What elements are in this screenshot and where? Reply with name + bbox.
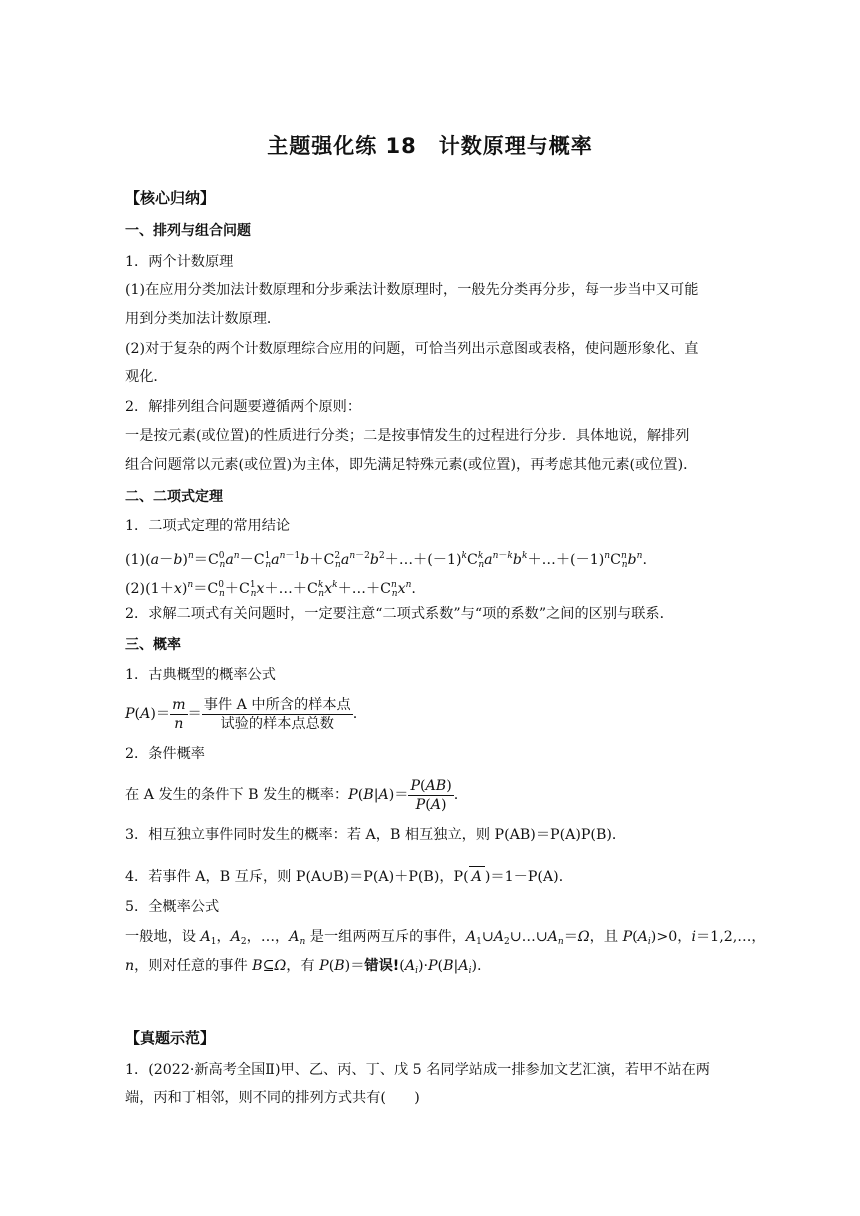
core-summary-heading: 【核心归纳】 — [125, 189, 216, 207]
fraction-sample-points: $\frac{\text{事件 A 中所含的样本点}}{\text{试验的样本点总数}}$ — [203, 696, 351, 732]
question-1-line1: 1．(2022·新高考全国Ⅱ)甲、乙、丙、丁、戊 5 名同学站成一排参加文艺汇演，若甲不站在两 — [125, 1062, 710, 1078]
paragraph-line: 用到分类加法计数原理． — [125, 311, 282, 327]
formula-binomial-sum: $(2)(1+x)^n=C^0_n+C^1_nx+\dots+C^k_nx^k+\dots+C^n_nx^n$. — [125, 580, 416, 599]
item-independent-events: 3．相互独立事件同时发生的概率：若 A，B 相互独立，则 P(AB)＝P(A)P(B)． — [125, 827, 627, 843]
item-two-counting-principles: 1．两个计数原理 — [125, 254, 234, 270]
fraction-conditional: $\frac{P(AB)}{P(A)}$ — [410, 777, 452, 813]
paragraph-line: 观化． — [125, 369, 168, 385]
formula-conditional-probability: 在 A 发生的条件下 B 发生的概率：P(B|A)＝ $\frac{P(AB)}{P(A)}$ . — [125, 777, 459, 813]
item-binomial-conclusions: 1．二项式定理的常用结论 — [125, 518, 291, 534]
item-mutually-exclusive: 4．若事件 A，B 互斥，则 P(A∪B)＝P(A)＋P(B)，P( A )＝1－P(A)． — [125, 862, 573, 887]
item-binomial-note: 2．求解二项式有关问题时，一定要注意“二项式系数”与“项的系数”之间的区别与联系． — [125, 606, 674, 622]
paragraph-total-probability-line2: n，则对任意的事件 B⊆Ω，有 P(B)＝错误$!(A_i)\cdot P(B|A_i)$. — [125, 958, 482, 976]
paragraph-total-probability-line1: 一般地，设 $A_1$，$A_2$，…，$A_n$ 是一组两两互斥的事件，$A_1\cup A_2\cup\dots\cup A_n=\Omega$，且 $P(A_i)>0$，i＝1,2,…， — [125, 929, 766, 947]
paragraph-line: 一是按元素(或位置)的性质进行分类；二是按事情发生的过程进行分步．具体地说，解排列 — [125, 428, 690, 444]
paragraph-line: (1)在应用分类加法计数原理和分步乘法计数原理时，一般先分类再分步，每一步当中又可能 — [125, 282, 699, 298]
page-title: 主题强化练 18 计数原理与概率 — [267, 134, 593, 158]
item-classical-probability: 1．古典概型的概率公式 — [125, 667, 276, 683]
complement-a: A — [469, 866, 485, 887]
exam-examples-heading: 【真题示范】 — [125, 1029, 216, 1047]
paragraph-line: (2)对于复杂的两个计数原理综合应用的问题，可恰当列出示意图或表格，使问题形象化、直 — [125, 341, 699, 357]
section-heading-permutation: 一、排列与组合问题 — [125, 223, 251, 239]
fraction-m-n: $\frac{m}{n}$ — [172, 696, 186, 732]
paragraph-line: 组合问题常以元素(或位置)为主体，即先满足特殊元素(或位置)，再考虑其他元素(或位置)． — [125, 457, 698, 473]
error-marker: 错误! — [364, 958, 400, 974]
section-heading-binomial: 二、二项式定理 — [125, 489, 223, 505]
item-conditional-probability: 2．条件概率 — [125, 746, 205, 762]
question-1-line2: 端，丙和丁相邻，则不同的排列方式共有( ) — [125, 1090, 420, 1106]
formula-binomial-expansion: $(1)(a-b)^n=C^0_na^n-C^1_na^{n-1}b+C^2_na^{n-2}b^2+\dots+(-1)^kC^k_na^{n-k}b^k+\dots+(-1)^nC^n_nb^n$. — [125, 551, 647, 570]
item-total-probability: 5．全概率公式 — [125, 899, 220, 915]
section-heading-probability: 三、概率 — [125, 637, 181, 653]
formula-classical-probability: P(A)＝ $\frac{m}{n}$ ＝ $\frac{\text{事件 A 中所含的样本点}}{\text{试验的样本点总数}}$ . — [125, 696, 358, 732]
item-two-principles: 2．解排列组合问题要遵循两个原则： — [125, 399, 362, 415]
